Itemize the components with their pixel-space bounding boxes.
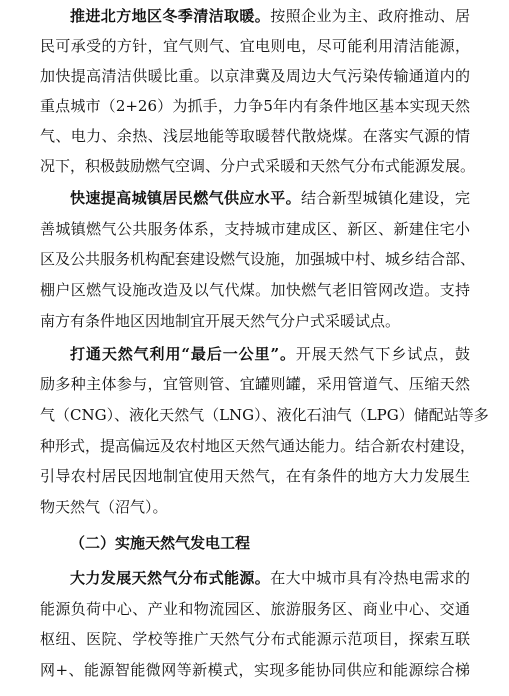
paragraph-1-line-2: 民可承受的方针，宜气则气、宜电则电，尽可能利用清洁能源， bbox=[40, 37, 470, 55]
paragraph-2-line-2: 善城镇燃气公共服务体系，支持城市建成区、新区、新建住宅小 bbox=[40, 220, 470, 238]
paragraph-3-line-2: 励多种主体参与，宜管则管、宜罐则罐，采用管道气、压缩天然 bbox=[40, 375, 470, 393]
paragraph-1-line-1 bbox=[70, 2, 470, 30]
paragraph-2-line-4: 棚户区燃气设施改造及以气代煤。加快燃气老旧管网改造。支持 bbox=[40, 281, 470, 299]
paragraph-2-line-5: 南方有条件地区因地制宜开展天然气分户式采暖试点。 bbox=[40, 312, 401, 330]
paragraph-3-lead: 打通天然气利用“最后一公里”。 bbox=[70, 345, 296, 363]
paragraph-3-line-6: 物天然气（沼气）。 bbox=[40, 498, 168, 516]
paragraph-1-text-1: 按照企业为主、政府推动、居 bbox=[270, 7, 470, 25]
paragraph-4-line-4: 网+、能源智能微网等新模式，实现多能协同供应和能源综合梯 bbox=[40, 661, 470, 679]
paragraph-2-text-1: 结合新型城镇化建设，完 bbox=[300, 189, 470, 207]
paragraph-3-line-5: 引导农村居民因地制宜使用天然气，在有条件的地方大力发展生 bbox=[40, 467, 470, 485]
paragraph-3-text-1: 开展天然气下乡试点，鼓 bbox=[295, 345, 470, 363]
paragraph-4-line-2: 能源负荷中心、产业和物流园区、旅游服务区、商业中心、交通 bbox=[40, 600, 470, 618]
paragraph-4-line-1 bbox=[70, 564, 470, 592]
paragraph-3-line-3: 气（CNG）、液化天然气（LNG）、液化石油气（LPG）储配站等多 bbox=[40, 406, 489, 424]
paragraph-3-line-1 bbox=[70, 340, 470, 368]
paragraph-1-line-4: 重点城市（2+26）为抓手，力争5年内有条件地区基本实现天然 bbox=[40, 97, 470, 115]
paragraph-3-line-4: 种形式，提高偏远及农村地区天然气通达能力。结合新农村建设， bbox=[40, 437, 476, 455]
paragraph-1-line-5: 气、电力、余热、浅层地能等取暖替代散烧煤。在落实气源的情 bbox=[40, 127, 470, 145]
paragraph-4-text-1: 在大中城市具有冷热电需求的 bbox=[270, 569, 470, 587]
paragraph-4-lead: 大力发展天然气分布式能源。 bbox=[70, 569, 271, 587]
section-heading: （二）实施天然气发电工程 bbox=[70, 534, 251, 552]
paragraph-1-lead: 推进北方地区冬季清洁取暖。 bbox=[70, 7, 271, 25]
paragraph-2-line-1 bbox=[70, 184, 470, 212]
paragraph-1-line-6: 况下，积极鼓励燃气空调、分户式采暖和天然气分布式能源发展。 bbox=[40, 157, 476, 175]
paragraph-1-line-3: 加快提高清洁供暖比重。以京津冀及周边大气污染传输通道内的 bbox=[40, 67, 470, 85]
paragraph-2-lead: 快速提高城镇居民燃气供应水平。 bbox=[70, 189, 301, 207]
paragraph-2-line-3: 区及公共服务机构配套建设燃气设施，加强城中村、城乡结合部、 bbox=[40, 250, 476, 268]
paragraph-4-line-3: 枢纽、医院、学校等推广天然气分布式能源示范项目，探索互联 bbox=[40, 630, 470, 648]
